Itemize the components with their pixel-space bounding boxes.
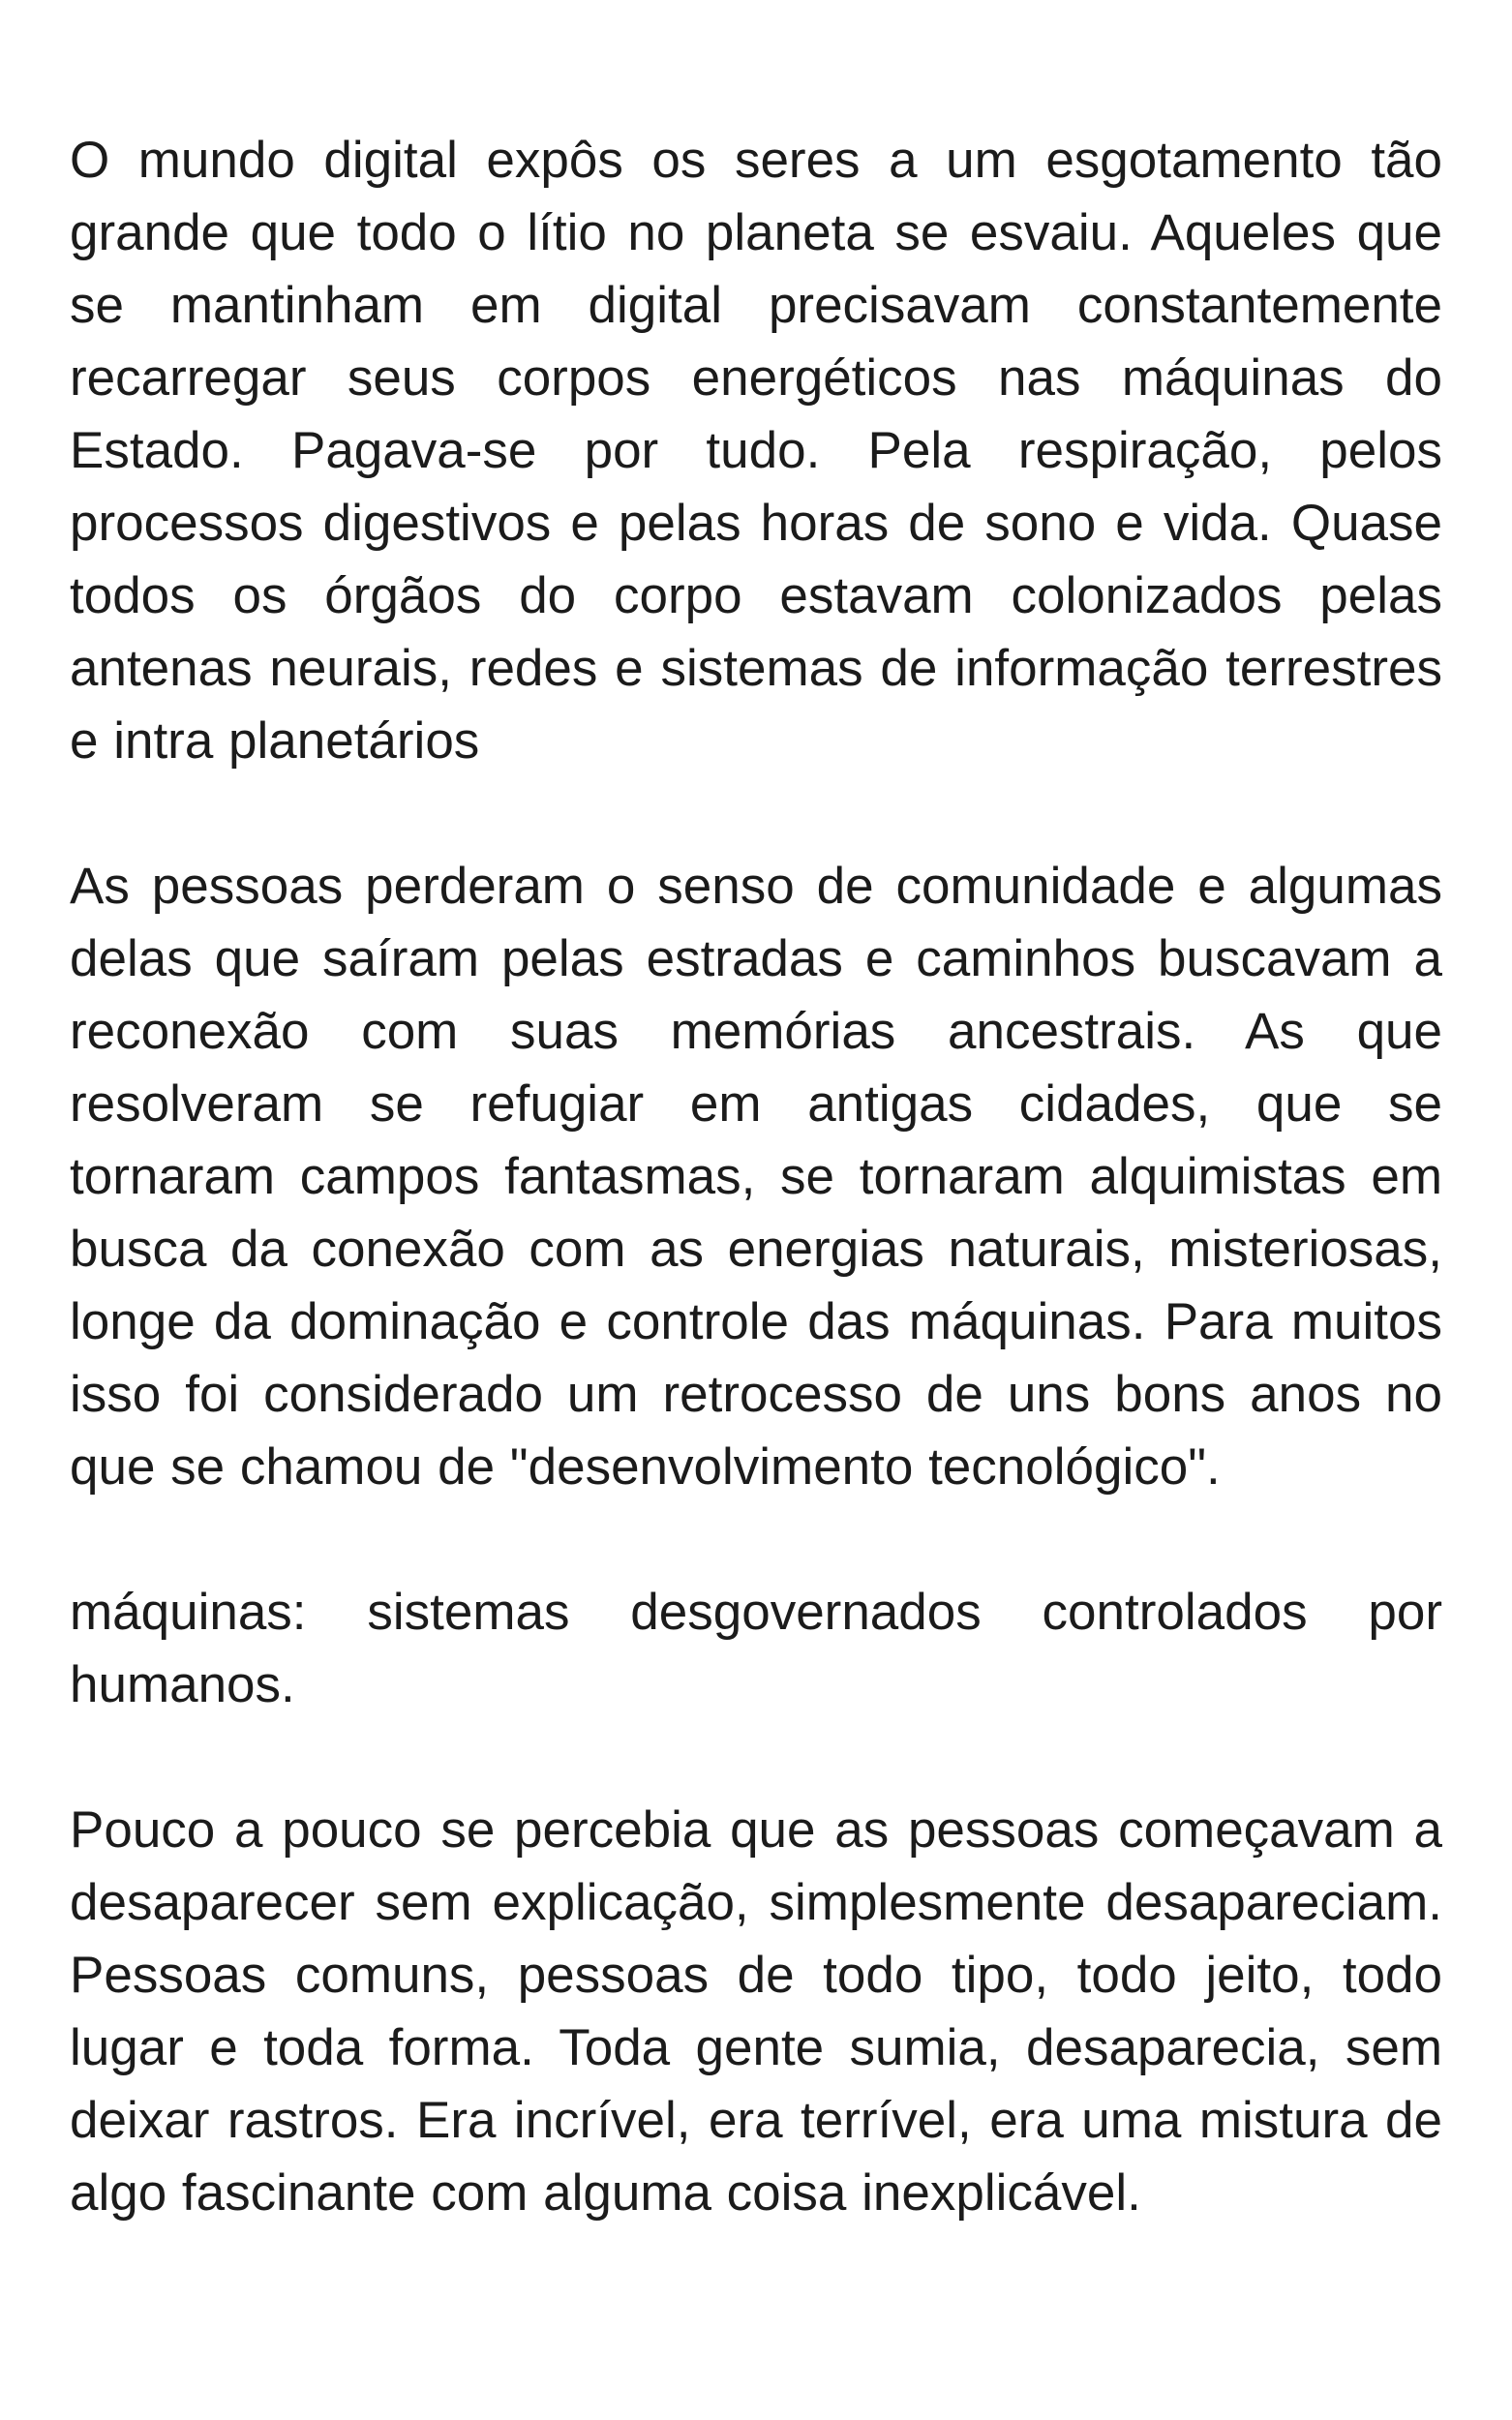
document-body: [70, 124, 1442, 2229]
paragraph-2: As pessoas perderam o senso de comunidade e algumas delas que saíram pelas estradas e caminhos buscavam a reconexão com suas memórias ancestrais. As que resolveram se refugiar em antigas cidades, que se tornaram campos fantasmas, se tornaram alquimistas em busca da conexão com as energias naturais, misteriosas, longe da dominação e controle das máquinas. Para muitos isso foi considerado um retrocesso de uns bons anos no que se chamou de "desenvolvimento tecnológico".: [70, 858, 1442, 1496]
paragraph-4: Pouco a pouco se percebia que as pessoas começavam a desaparecer sem explicação, simplesmente desapareciam. Pessoas comuns, pessoas de todo tipo, todo jeito, todo lugar e toda forma. Toda gente sumia, desaparecia, sem deixar rastros. Era incrível, era terrível, era uma mistura de algo fascinante com alguma coisa inexplicável.: [70, 1801, 1442, 2222]
paragraph-1: O mundo digital expôs os seres a um esgotamento tão grande que todo o lítio no planeta se esvaiu. Aqueles que se mantinham em digital precisavam constantemente recarregar seus corpos energéticos nas máquinas do Estado. Pagava-se por tudo. Pela respiração, pelos processos digestivos e pelas horas de sono e vida. Quase todos os órgãos do corpo estavam colonizados pelas antenas neurais, redes e sistemas de informação terrestres e intra planetários: [70, 132, 1442, 770]
paragraph-3: máquinas: sistemas desgovernados controlados por humanos.: [70, 1584, 1442, 1713]
